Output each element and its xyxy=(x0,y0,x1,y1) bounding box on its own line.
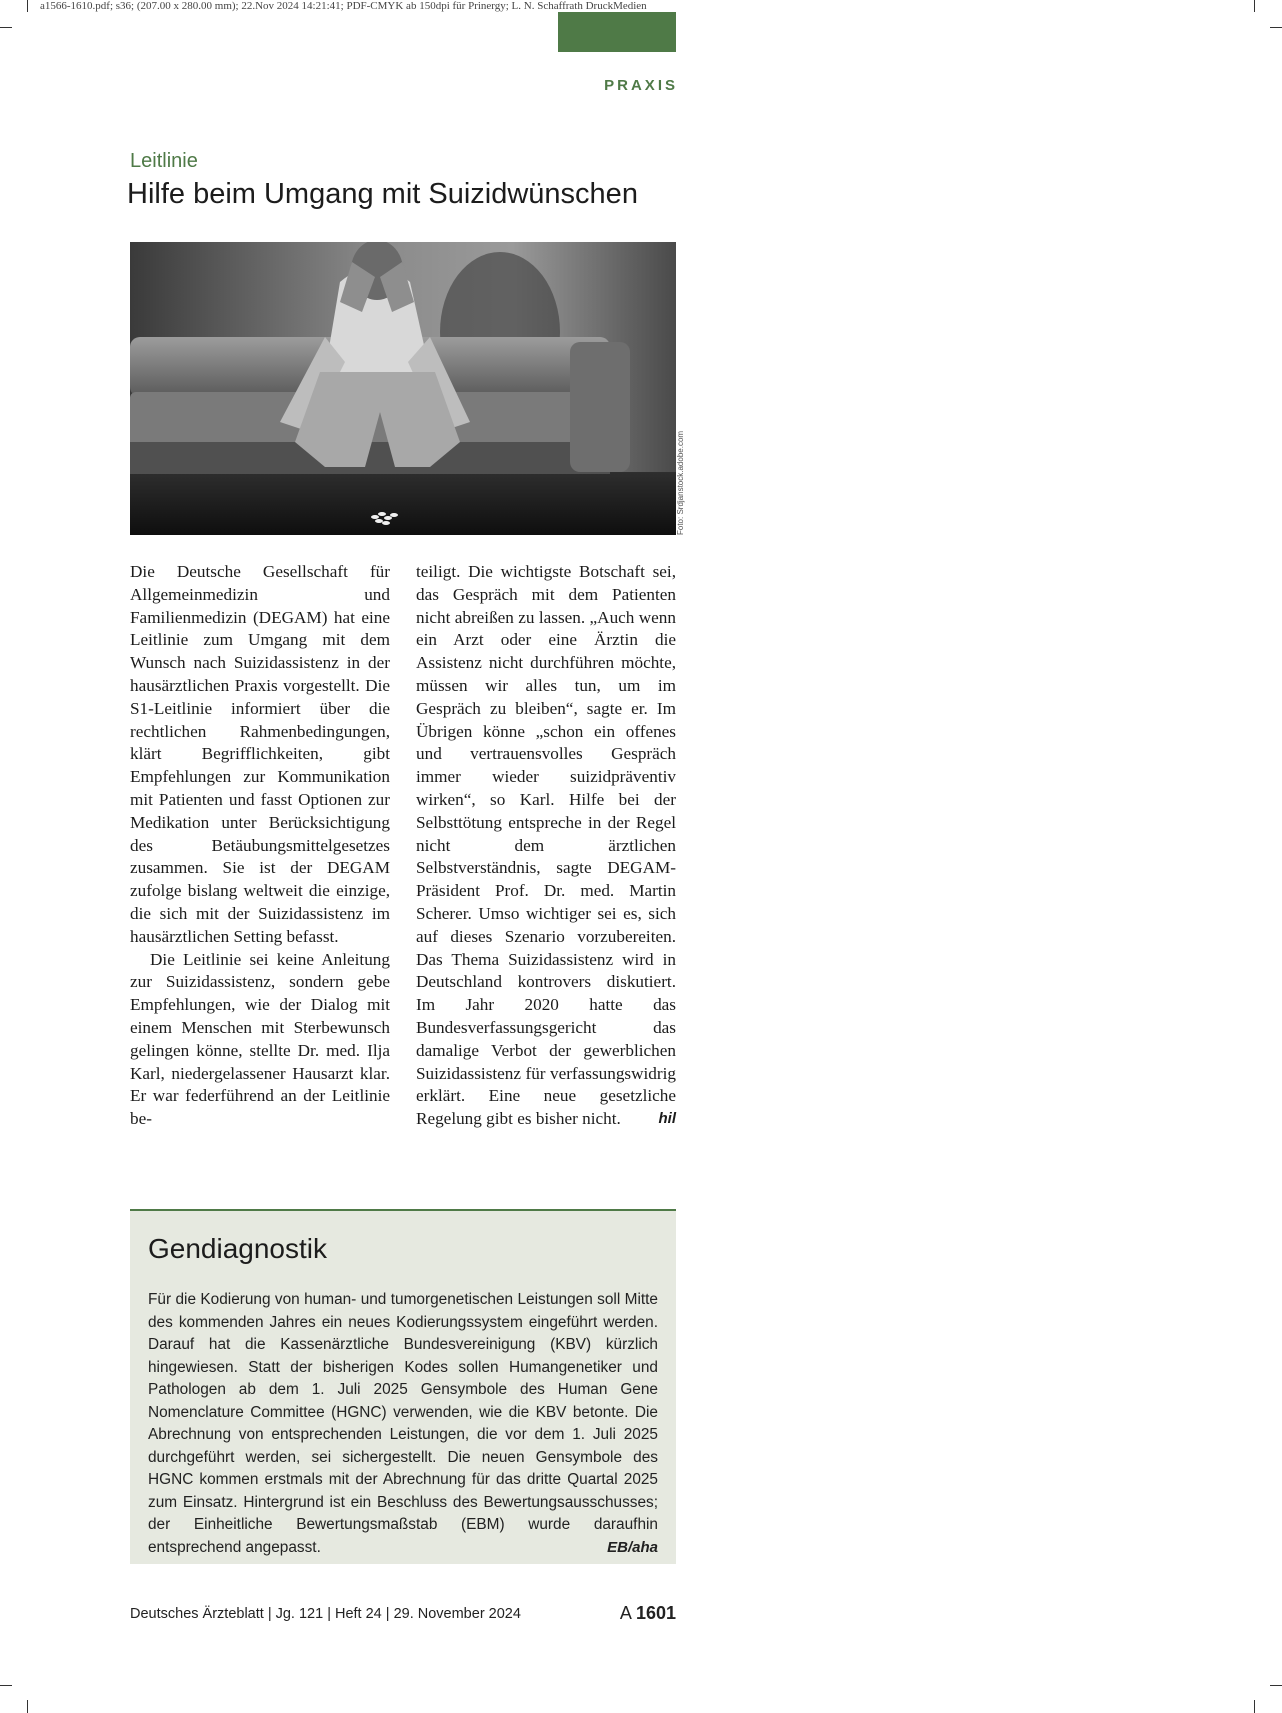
info-box-text: Für die Kodierung von human- und tumorgenetischen Leistungen soll Mitte des kommenden Jahres ein neues Kodierungssystem eingeführt werden. Darauf hat die Kassenärztliche Bundesvereinigung (KBV) kürzlich hingewiesen. Statt der bisherigen Kodes sollen Humangenetiker und Pathologen ab dem 1. Juli 2025 Gensymbole des Human Gene Nomenclature Committee (HGNC) verwenden, wie die KBV betonte. Die Abrechnung von entsprechenden Leistungen, die vor dem 1. Juli 2025 durchgeführt werden, sei sichergestellt. Die neuen Gensymbole des HGNC kommen erstmals mit der Abrechnung für das dritte Quartal 2025 zum Einsatz. Hintergrund ist ein Beschluss des Bewertungsausschusses; der Einheitliche Bewertungsmaßstab (EBM) wurde daraufhin entsprechend angepasst. xyxy=(148,1291,658,1556)
article-column-right xyxy=(416,561,676,1131)
print-slug: a1566-1610.pdf; s36; (207.00 x 280.00 mm); 22.Nov 2024 14:21:41; PDF-CMYK ab 150dpi für Prinergy; L. N. Schaffrath DruckMedien xyxy=(40,0,647,12)
photo-credit: Foto: Srdjanstock.adobe.com xyxy=(676,430,685,535)
crop-mark xyxy=(1254,1700,1255,1713)
article-column-left xyxy=(130,561,390,1131)
page-number-value: 1601 xyxy=(635,1603,676,1623)
author-signature: hil xyxy=(658,1110,676,1128)
section-label: PRAXIS xyxy=(604,77,678,94)
article-photo xyxy=(130,242,676,535)
article-paragraph xyxy=(416,561,676,1131)
page-number xyxy=(620,1603,676,1624)
section-color-tab xyxy=(558,12,676,52)
photo-man-on-sofa xyxy=(130,242,676,535)
article-headline: Hilfe beim Umgang mit Suizidwünschen xyxy=(127,178,638,210)
crop-mark xyxy=(0,1685,12,1686)
article-kicker: Leitlinie xyxy=(130,150,198,172)
crop-mark xyxy=(27,1700,28,1713)
crop-mark xyxy=(1270,1685,1282,1686)
crop-mark xyxy=(1270,27,1282,28)
info-box-signature: EB/aha xyxy=(607,1538,658,1556)
info-box-title: Gendiagnostik xyxy=(148,1233,328,1264)
page-prefix: A xyxy=(619,1603,631,1623)
crop-mark xyxy=(27,0,28,12)
info-box xyxy=(130,1209,676,1564)
article-paragraph: Die Deutsche Gesellschaft für Allgemeinmedizin und Familienmedizin (DEGAM) hat eine Leitlinie zum Umgang mit dem Wunsch nach Suizidassistenz in der hausärztlichen Praxis vorgestellt. Die S1-Leitlinie informiert über die rechtlichen Rahmenbedingungen, klärt Begrifflichkeiten, gibt Empfehlungen zur Kommunikation mit Patienten und fasst Optionen zur Medikation unter Berücksichtigung des Betäubungsmittelgesetzes zusammen. Sie ist der DEGAM zufolge bislang weltweit die einzige, die sich mit der Suizidassistenz im hausärztlichen Setting befasst. xyxy=(130,562,390,946)
crop-mark xyxy=(0,27,12,28)
article-paragraph: Die Leitlinie sei keine Anleitung zur Suizidassistenz, sondern gebe Empfehlungen, wie der Dialog mit einem Menschen mit Sterbewunsch gelingen könne, stellte Dr. med. Ilja Karl, niedergelassener Hausarzt klar. Er war federführend an der Leitlinie be- xyxy=(130,949,390,1129)
info-box-body xyxy=(148,1289,658,1559)
article-paragraph-text: teiligt. Die wichtigste Botschaft sei, das Gespräch mit dem Patienten nicht abreißen zu lassen. „Auch wenn ein Arzt oder eine Ärztin die Assistenz nicht durchführen möchte, müssen wir alles tun, um im Gespräch zu bleiben“, sagte er. Im Übrigen könne „schon ein offenes und vertrauensvolles Gespräch immer wieder suizidpräventiv wirken“, so Karl. Hilfe bei der Selbsttötung entspreche in der Regel nicht dem ärztlichen Selbstverständnis, sagte DEGAM-Präsident Prof. Dr. med. Martin Scherer. Umso wichtiger sei es, sich auf dieses Szenario vorzubereiten. Das Thema Suizidassistenz wird in Deutschland kontrovers diskutiert. Im Jahr 2020 hatte das Bundesverfassungsgericht das damalige Verbot der gewerblichen Suizidassistenz für verfassungswidrig erklärt. Eine neue gesetzliche Regelung gibt es bisher nicht. xyxy=(416,562,676,1129)
footer-citation: Deutsches Ärzteblatt | Jg. 121 | Heft 24 | 29. November 2024 xyxy=(130,1606,521,1622)
crop-mark xyxy=(1254,0,1255,12)
